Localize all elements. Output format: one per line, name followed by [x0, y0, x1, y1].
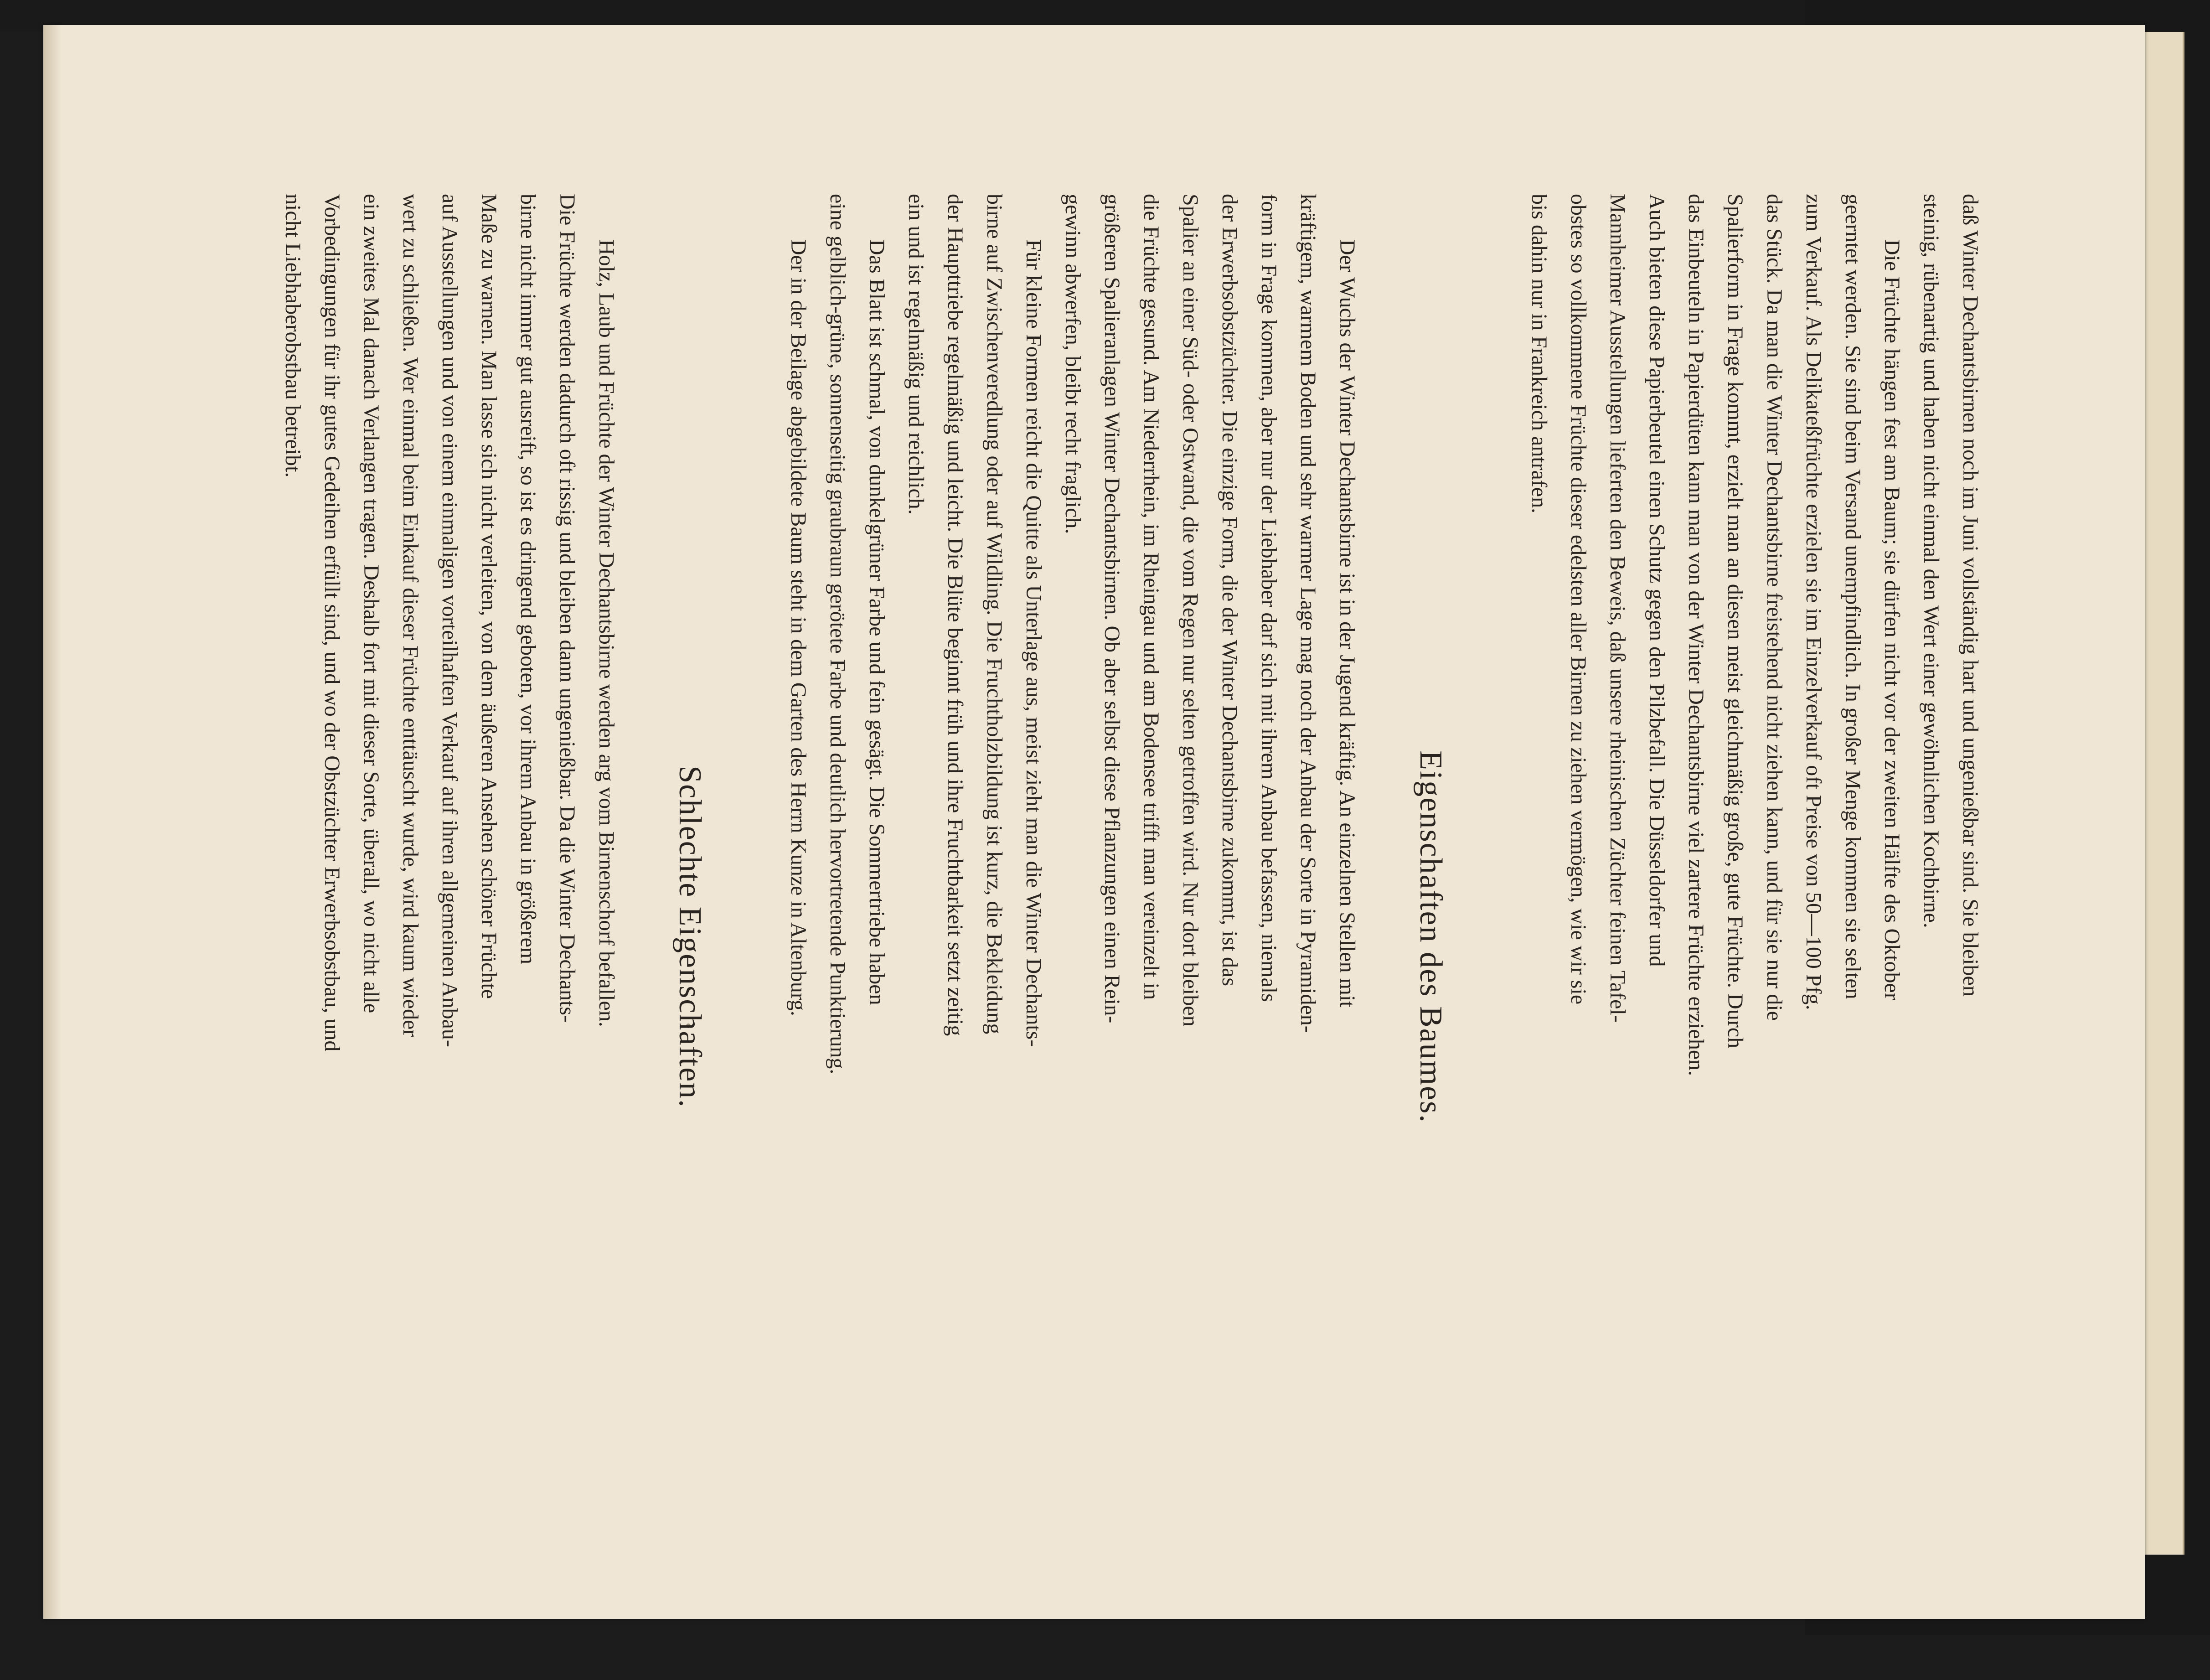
section1-paragraph-2: Für kleine Formen reicht die Quitte als Unterlage aus, meist zieht man die Winter Dechants- birne auf Zwischenveredlung oder auf Wildling. Die Fruchtholzbildung ist kurz, die Bekleidung der Haupttriebe regelmäßig und leicht. Die Blüte beginnt früh und ihre Fruchtbarkeit setzt zeitig ein und ist regelmäßig und reichlich.	[904, 194, 1046, 1047]
rotated-text-block	[258, 194, 1990, 1680]
section2-paragraph-1: Holz, Laub und Früchte der Winter Dechantsbirne werden arg vom Birnenschorf befallen. Die Früchte werden dadurch oft rissig und bleiben dann ungenießbar. Da die Winter Dechants- birne nicht immer gut ausreift, so ist es dringend geboten, vor ihrem Anbau in größerem Maße zu warnen. Man lasse sich nicht verleiten, von dem äußeren Ansehen schöner Früchte auf Ausstellungen und von einem einmaligen vorteilhaften Verkauf auf ihren allgemeinen Anbau- wert zu schließen. Wer einmal beim Einkauf dieser Früchte enttäuscht wurde, wird kaum wieder ein zweites Mal danach Verlangen tragen. Deshalb fort mit dieser Sorte, überall, wo nicht alle Vorbedingungen für ihr gutes Gedeihen erfüllt sind, und wo der Obstzüchter Erwerbsobstbau, und nicht Liebhaberobstbau betreibt.	[281, 194, 619, 1052]
section1-paragraph-4: Der in der Beilage abgebildete Baum steht in dem Garten des Herrn Kunze in Altenburg.	[786, 239, 811, 1016]
section1-paragraph-1: Der Wuchs der Winter Dechantsbirne ist in der Jugend kräftig. An einzelnen Stellen mit kräftigem, warmem Boden und sehr warmer Lage mag noch der Anbau der Sorte in Pyramiden- form in Frage kommen, aber nur der Liebhaber darf sich mit ihrem Anbau befassen, niemals der Erwerbsobstzüchter. Die einzige Form, die der Winter Dechantsbirne zukommt, ist das Spalier an einer Süd- oder Ostwand, die vom Regen nur selten getroffen wird. Nur dort bleiben die Früchte gesund. Am Niederrhein, im Rheingau und am Bodensee trifft man vereinzelt in größeren Spalieranlagen Winter Dechantsbirnen. Ob aber selbst diese Pflanzungen einen Rein- gewinn abwerfen, bleibt recht fraglich.	[1061, 194, 1359, 1033]
section-heading-bad-properties: Schlechte Eigenschaften.	[672, 765, 707, 1108]
intro-paragraph-1: daß Winter Dechantsbirnen noch im Juni vollständig hart und ungenießbar sind. Sie bleiben steinig, rübenartig und haben nicht einmal den Wert einer gewöhnlichen Kochbirne.	[1919, 194, 1983, 997]
section1-paragraph-3: Das Blatt ist schmal, von dunkelgrüner Farbe und fein gesägt. Die Sommertriebe haben eine gelblich-grüne, sonnenseitig graubraun gerötete Farbe und deutlich hervortretende Punktierung.	[826, 194, 889, 1075]
intro-paragraph-2: Die Früchte hängen fest am Baum; sie dürfen nicht vor der zweiten Hälfte des Oktober geerntet werden. Sie sind beim Versand unempfindlich. In großer Menge kommen sie selten zum Verkauf. Als Delikateßfrüchte erzielen sie im Einzelverkauf oft Preise von 50—100 Pfg. das Stück. Da man die Winter Dechantsbirne freistehend nicht ziehen kann, und für sie nur die Spalierform in Frage kommt, erzielt man an diesen meist gleichmäßig große, gute Früchte. Durch das Einbeuteln in Papierdüten kann man von der Winter Dechantsbirne viel zartere Früchte erziehen. Auch bieten diese Papierbeutel einen Schutz gegen den Pilzbefall. Die Düsseldorfer und Mannheimer Ausstellungen lieferten den Beweis, daß unsere rheinischen Züchter feinen Tafel- obstes so vollkommene Früchte dieser edelsten aller Birnen zu ziehen vermögen, wie wir sie bis dahin nur in Frankreich antrafen.	[1527, 194, 1904, 1076]
section-heading-tree-properties: Eigenschaften des Baumes.	[1413, 750, 1448, 1123]
book-page	[43, 25, 2145, 1619]
